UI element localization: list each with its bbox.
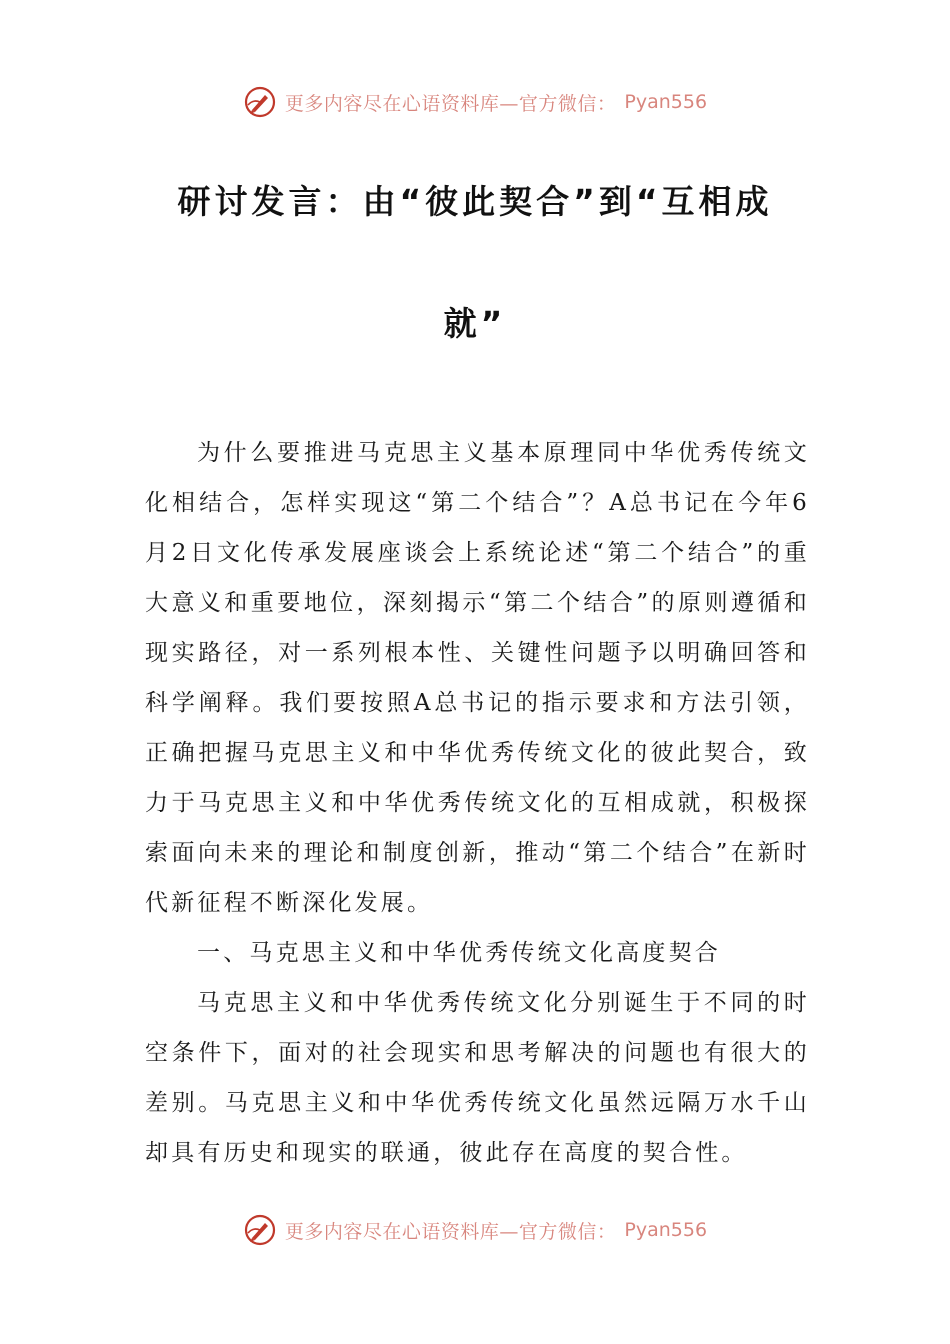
paragraph-intro: 为什么要推进马克思主义基本原理同中华优秀传统文化相结合，怎样实现这“第二个结合”？A总书记在今年6月2日文化传承发展座谈会上系统论述“第二个结合”的重大意义和重要地位，深刻揭示“第二个结合”的原则遵循和现实路径，对一系列根本性、关键性问题予以明确回答和科学阐释。我们要按照A总书记的指示要求和方法引领，正确把握马克思主义和中华优秀传统文化的彼此契合，致力于马克思主义和中华优秀传统文化的互相成就，积极探索面向未来的理论和制度创新，推动“第二个结合”在新时代新征程不断深化发展。	[145, 440, 810, 916]
section-heading-1: 一、马克思主义和中华优秀传统文化高度契合	[197, 940, 721, 966]
paragraph-section-1: 马克思主义和中华优秀传统文化分别诞生于不同的时空条件下，面对的社会现实和思考解决的问题也有很大的差别。马克思主义和中华优秀传统文化虽然远隔万水千山却具有历史和现实的联通，彼此存在高度的契合性。	[145, 990, 810, 1166]
watermark-text: 更多内容尽在心语资料库—官方微信：	[284, 92, 617, 115]
watermark-text: 更多内容尽在心语资料库—官方微信：	[284, 1220, 617, 1243]
document-title-line-1: 研讨发言：由“彼此契合”到“互相成	[177, 182, 773, 221]
pen-circle-logo-icon	[243, 85, 277, 119]
header-watermark	[0, 82, 950, 122]
document-title-line-2: 就”	[443, 304, 507, 343]
pen-circle-logo-icon	[243, 1213, 277, 1247]
footer-watermark	[0, 1210, 950, 1250]
document-body	[145, 428, 810, 1178]
watermark-wechat-id: Pyan556	[624, 1219, 708, 1241]
watermark-wechat-id: Pyan556	[624, 91, 708, 113]
